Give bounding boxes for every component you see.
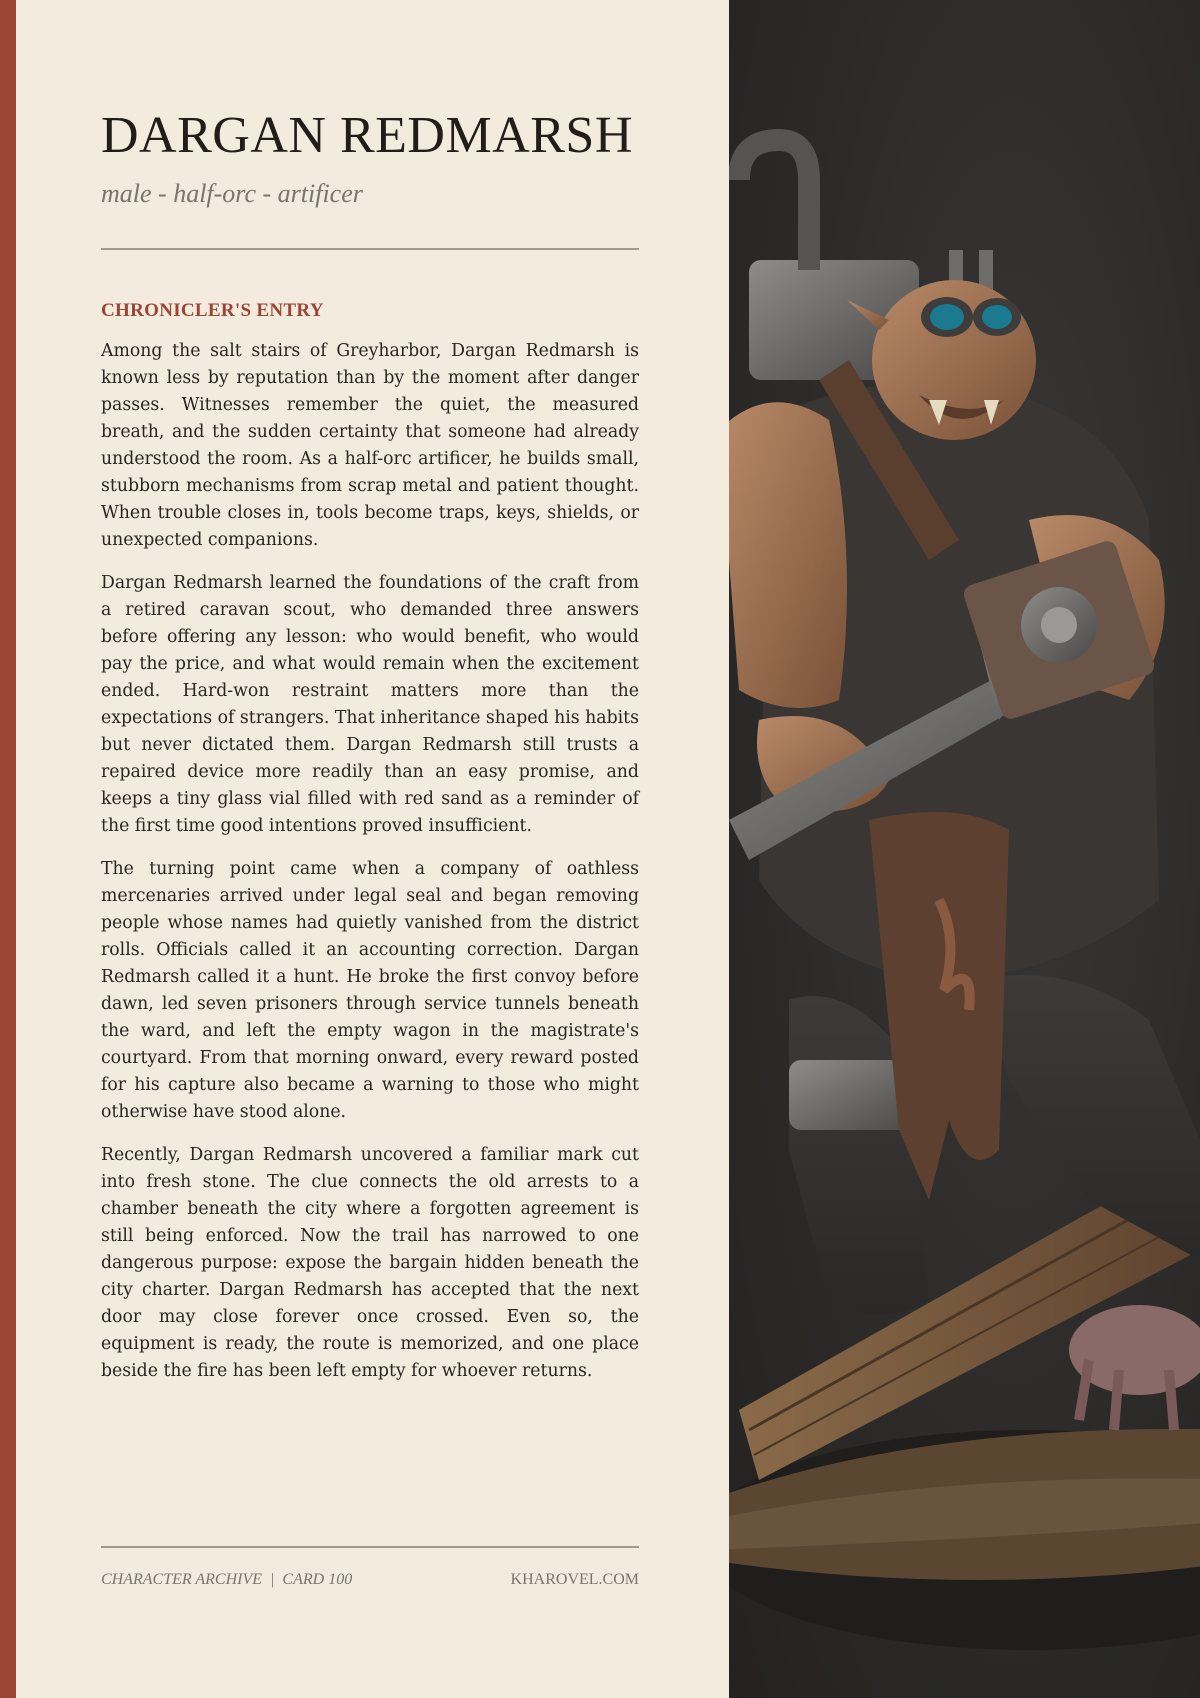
footer-divider <box>101 1546 639 1548</box>
accent-bar <box>0 0 16 1698</box>
site-link[interactable]: KHAROVEL.COM <box>510 1571 639 1588</box>
character-name: DARGAN REDMARSH <box>101 107 633 164</box>
character-subtitle: male - half-orc - artificer <box>101 179 363 208</box>
paragraph: Recently, Dargan Redmarsh uncovered a familiar mark cut into fresh stone. The clue connects the old arrests to a chamber beneath the city where a forgotten agreement is still being enforced. Now the trail has narrowed to one dangerous purpose: expose the bargain hidden beneath the city charter. Dargan Redmarsh has accepted that the next door may close forever once crossed. Even so, the equipment is ready, the route is memorized, and one place beside the fire has been left empty for whoever returns. <box>101 1145 639 1381</box>
paragraph: Among the salt stairs of Greyharbor, Dargan Redmarsh is known less by reputation than by the moment after danger passes. Witnesses remember the quiet, the measured breath, and the sudden certainty that someone had already understood the room. As a half-orc artificer, he builds small, stubborn mechanisms from scrap metal and patient thought. When trouble closes in, tools become traps, keys, shields, or unexpected companions. <box>101 341 639 550</box>
section-heading: CHRONICLER'S ENTRY <box>101 300 324 321</box>
paragraph: Dargan Redmarsh learned the foundations of the craft from a retired caravan scout, who demanded three answers before offering any lesson: who would benefit, who would pay the price, and what would remain when the excitement ended. Hard-won restraint matters more than the expectations of strangers. That inheritance shaped his habits but never dictated them. Dargan Redmarsh still trusts a repaired device more readily than an easy promise, and keeps a tiny glass vial filled with red sand as a reminder of the first time good intentions proved insufficient. <box>101 573 639 836</box>
chronicle-body <box>101 338 639 1401</box>
archive-label: CHARACTER ARCHIVE | CARD 100 <box>101 1571 353 1588</box>
miniature-illustration <box>729 0 1200 1698</box>
character-portrait-image <box>729 0 1200 1698</box>
paragraph: The turning point came when a company of oathless mercenaries arrived under legal seal and began removing people whose names had quietly vanished from the district rolls. Officials called it an accounting correction. Dargan Redmarsh called it a hunt. He broke the first convoy before dawn, led seven prisoners through service tunnels beneath the ward, and left the empty wagon in the magistrate's courtyard. From that morning onward, every reward posted for his capture also became a warning to those who might otherwise have stood alone. <box>101 859 639 1122</box>
header-divider <box>101 248 639 250</box>
text-panel <box>16 0 729 1698</box>
